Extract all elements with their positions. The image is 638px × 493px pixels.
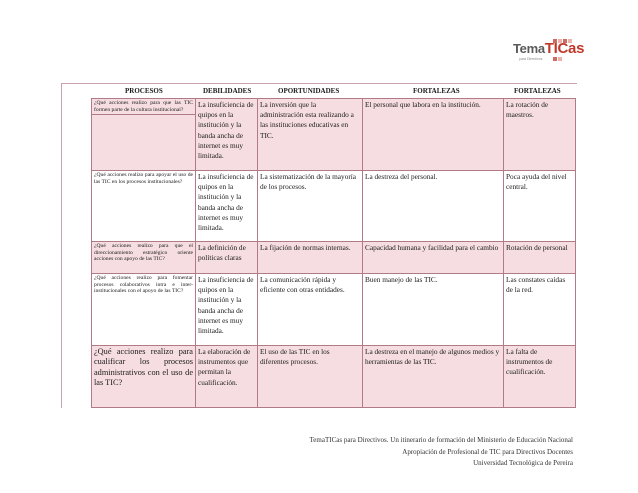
tematicas-logo bbox=[513, 28, 585, 68]
footer-line-1: TemaTICas para Directivos. Un itinerario de formación del Ministerio de Educación Nacional bbox=[309, 436, 573, 444]
debilidades-cell: La definición de políticas claras bbox=[196, 242, 258, 274]
fortalezas-cell: Buen manejo de las TIC. bbox=[363, 274, 504, 346]
table-row bbox=[92, 99, 576, 171]
oportunidades-cell: La comunicación rápida y eficiente con otras entidades. bbox=[258, 274, 363, 346]
footer-line-3: Universidad Tecnológica de Pereira bbox=[473, 459, 573, 467]
fortalezas2-cell: Las constates caídas de la red. bbox=[504, 274, 576, 346]
table-header bbox=[62, 84, 577, 98]
header-procesos: PROCESOS bbox=[125, 87, 163, 95]
oportunidades-cell: La inversión que la administración esta realizando a las instituciones educativas en TIC. bbox=[258, 99, 363, 171]
logo-text: TemaTICas bbox=[513, 40, 585, 57]
oportunidades-cell: El uso de las TIC en los diferentes procesos. bbox=[258, 346, 363, 408]
page-footer bbox=[233, 435, 573, 470]
fortalezas2-cell: Rotación de personal bbox=[504, 242, 576, 274]
table-row bbox=[92, 274, 576, 346]
proceso-text: ¿Qué acciones realizo para que las TIC formen parte de la cultura institucional? bbox=[92, 100, 195, 115]
debilidades-cell: La insuficiencia de quipos en la institución y la banda ancha de internet es muy limitada. bbox=[196, 171, 258, 242]
fortalezas2-cell: La falta de instrumentos de cualificación. bbox=[504, 346, 576, 408]
debilidades-cell: La insuficiencia de quipos en la institución y la banda ancha de internet es muy limitada. bbox=[196, 274, 258, 346]
fortalezas-cell: La destreza en el manejo de algunos medios y herramientas de las TIC. bbox=[363, 346, 504, 408]
proceso-cell: ¿Qué acciones realizo para apoyar el uso de las TIC en los procesos institucionales? bbox=[92, 171, 196, 242]
table-row bbox=[92, 171, 576, 242]
fortalezas-cell: La destreza del personal. bbox=[363, 171, 504, 242]
logo-subtitle: para Directivos bbox=[519, 57, 543, 61]
proceso-cell: ¿Qué acciones realizo para fomentar procesos colaborativos intra e inter-institucionales con el apoyo de las TIC? bbox=[92, 274, 196, 346]
header-debilidades: DEBILIDADES bbox=[203, 87, 252, 95]
footer-line-2: Apropiación de Profesional de TIC para Directivos Docentes bbox=[402, 447, 573, 456]
header-oportunidades: OPORTUNIDADES bbox=[278, 87, 340, 95]
debilidades-cell: La insuficiencia de quipos en la institución y la banda ancha de internet es muy limitada. bbox=[196, 99, 258, 171]
fortalezas-cell: Capacidad humana y facilidad para el cambio bbox=[363, 242, 504, 274]
proceso-cell: ¿Qué acciones realizo para cualificar los procesos administrativos con el uso de las TIC? bbox=[92, 346, 196, 408]
proceso-cell bbox=[92, 99, 196, 171]
swot-table bbox=[91, 98, 576, 408]
table-left-border bbox=[61, 83, 62, 408]
header-fortalezas-2: FORTALEZAS bbox=[514, 87, 561, 95]
debilidades-cell: La elaboración de instrumentos que permitan la cualificación. bbox=[196, 346, 258, 408]
header-fortalezas: FORTALEZAS bbox=[413, 87, 460, 95]
fortalezas-cell: El personal que labora en la institución. bbox=[363, 99, 504, 171]
fortalezas2-cell: Poca ayuda del nivel central. bbox=[504, 171, 576, 242]
fortalezas2-cell: La rotación de maestros. bbox=[504, 99, 576, 171]
table-row bbox=[92, 242, 576, 274]
oportunidades-cell: La fijación de normas internas. bbox=[258, 242, 363, 274]
table-row bbox=[92, 346, 576, 408]
proceso-cell: ¿Qué acciones realizo para que el direccionamiento estratégico oriente acciones con apoyo de las TIC? bbox=[92, 242, 196, 274]
oportunidades-cell: La sistematización de la mayoría de los procesos. bbox=[258, 171, 363, 242]
